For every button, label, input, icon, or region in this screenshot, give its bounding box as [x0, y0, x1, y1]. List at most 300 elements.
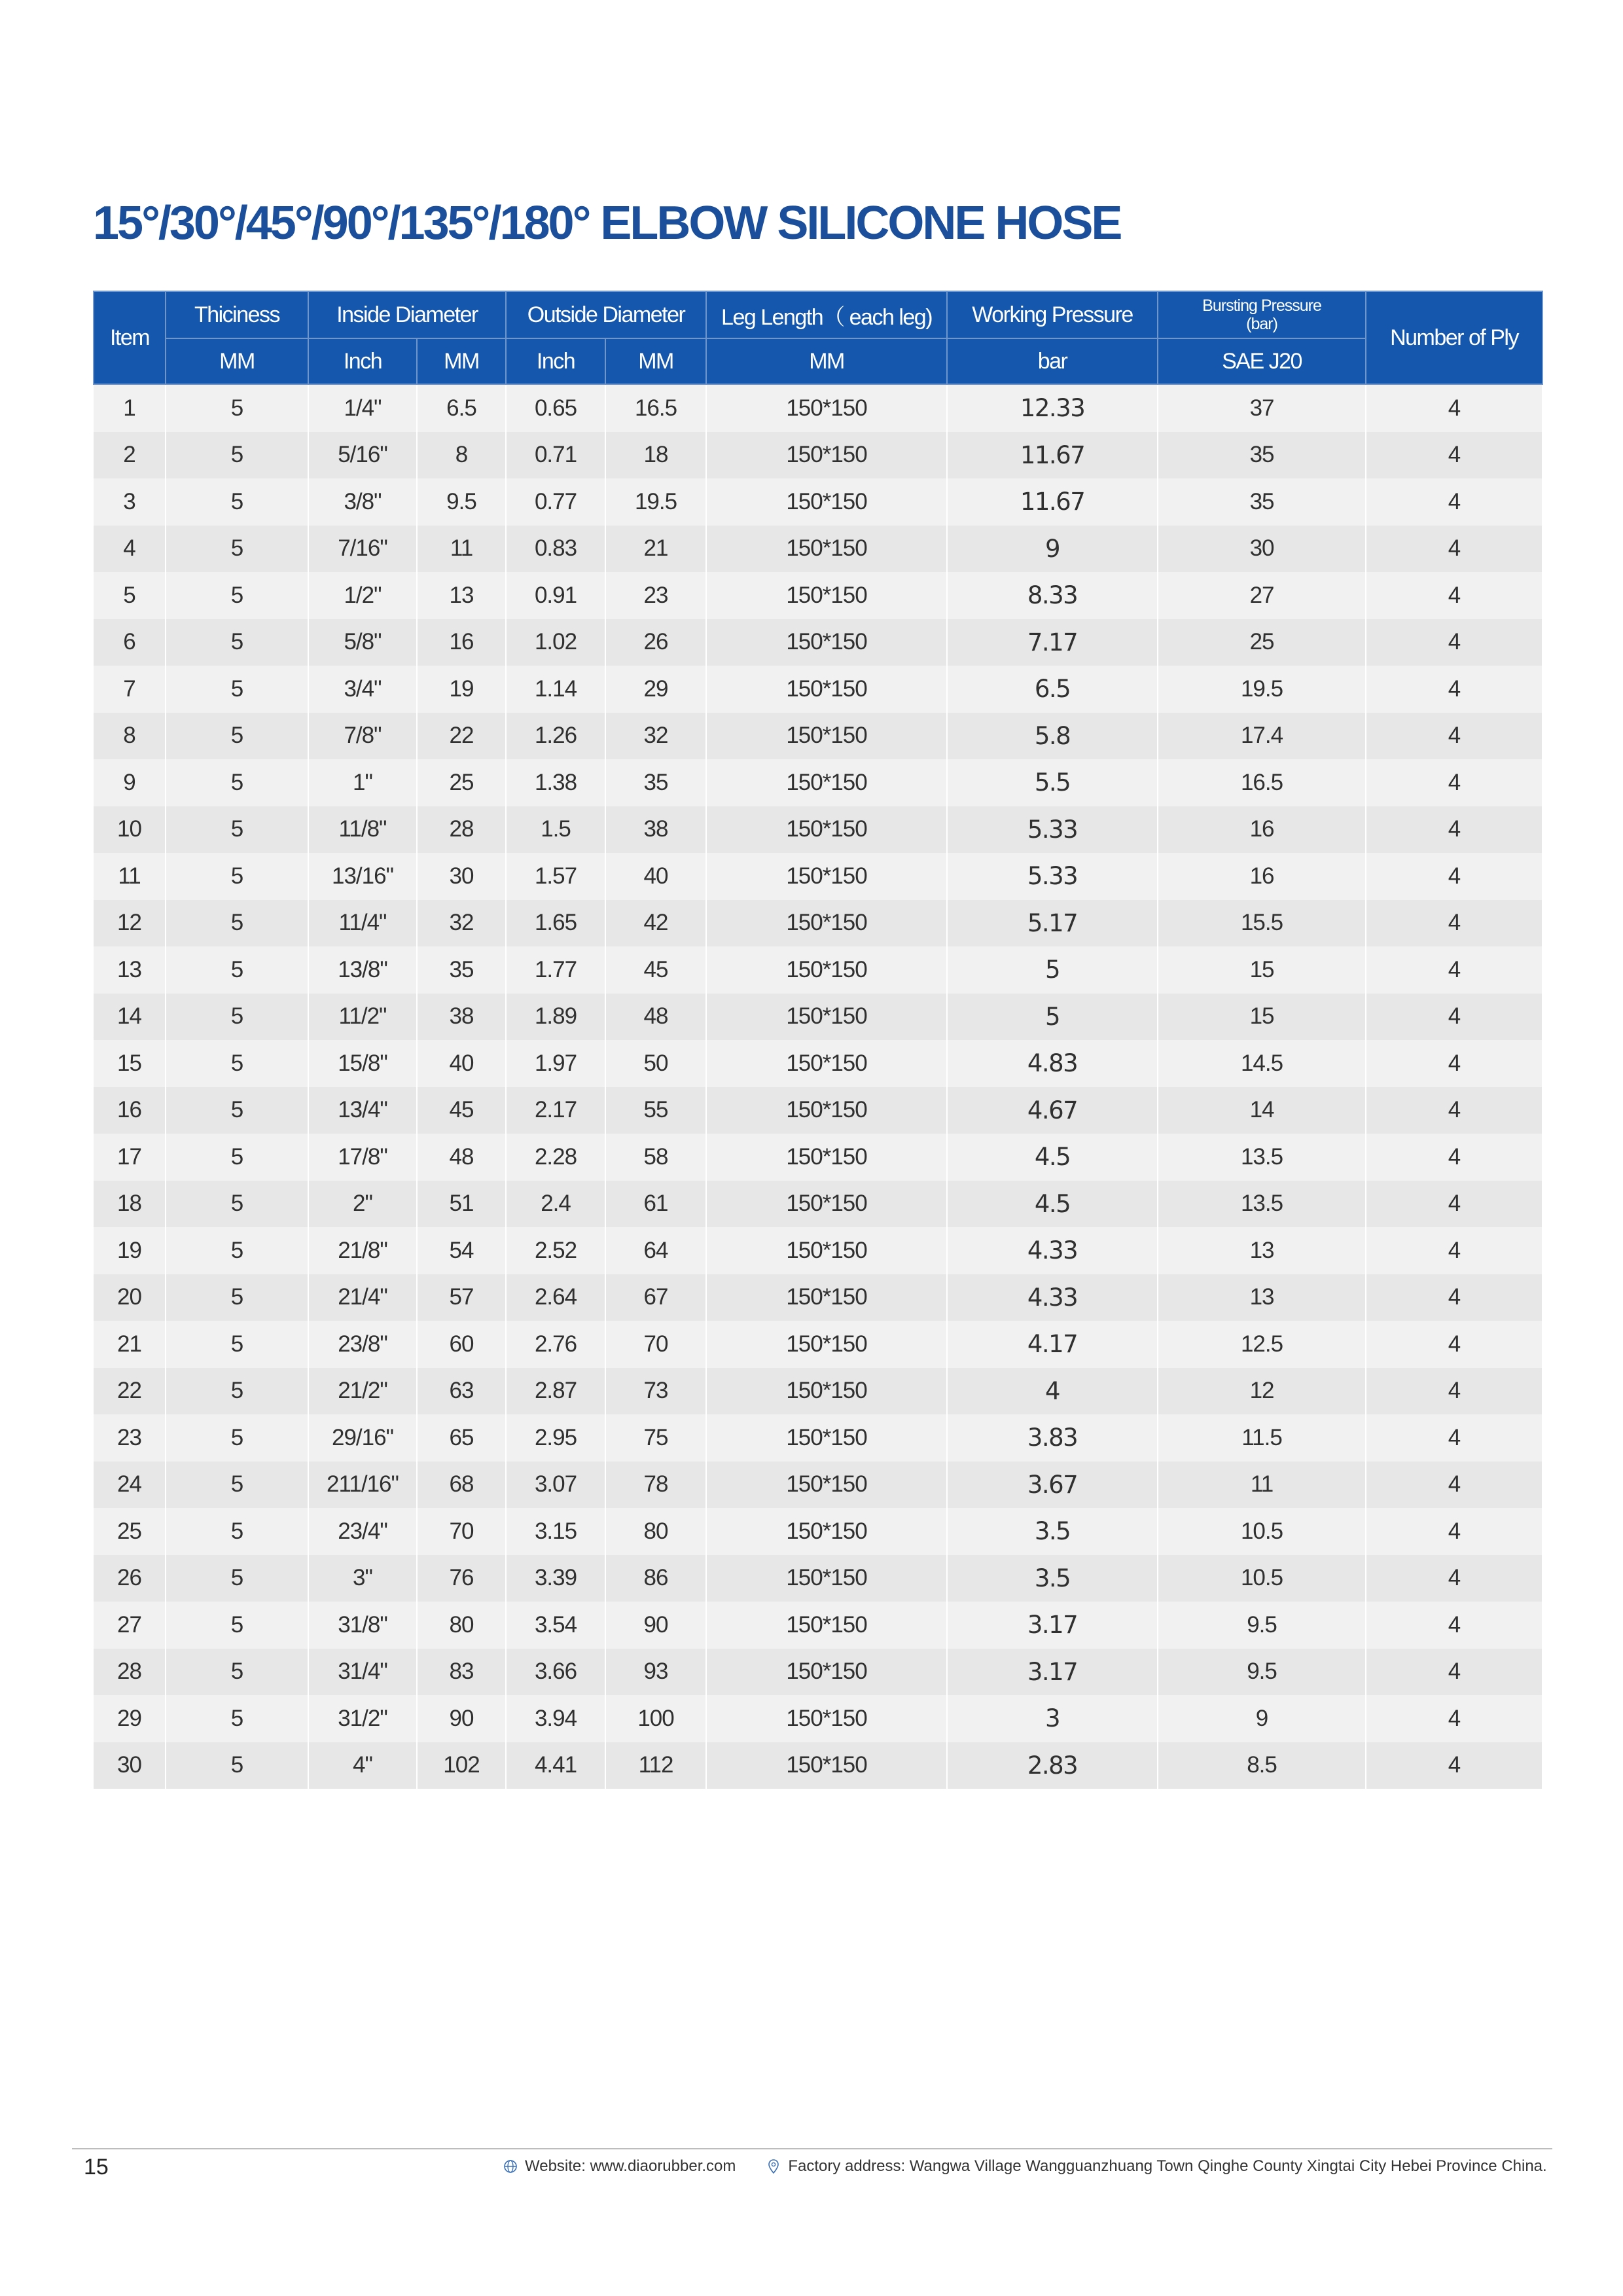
cell-thickness-mm: 5 — [166, 1508, 308, 1555]
cell-thickness-mm: 5 — [166, 1321, 308, 1368]
footer-divider — [72, 2148, 1552, 2149]
cell-id-inch: 15/8" — [308, 1040, 417, 1087]
cell-bursting-pressure: 11 — [1158, 1462, 1366, 1509]
cell-od-inch: 2.76 — [506, 1321, 605, 1368]
cell-working-pressure: 5.33 — [947, 806, 1158, 853]
footer-website[interactable]: Website: www.diaorubber.com — [525, 2157, 736, 2175]
cell-od-inch: 1.97 — [506, 1040, 605, 1087]
cell-id-mm: 65 — [417, 1414, 506, 1462]
table-row — [94, 1087, 1543, 1134]
cell-od-inch: 0.65 — [506, 384, 605, 432]
cell-od-mm: 55 — [605, 1087, 706, 1134]
cell-number-of-ply: 4 — [1366, 946, 1543, 994]
cell-od-inch: 3.15 — [506, 1508, 605, 1555]
cell-number-of-ply: 4 — [1366, 1414, 1543, 1462]
cell-leg-length: 150*150 — [706, 1602, 947, 1649]
cell-working-pressure: 3.5 — [947, 1508, 1158, 1555]
cell-bursting-pressure: 17.4 — [1158, 713, 1366, 760]
cell-item: 18 — [94, 1181, 166, 1228]
cell-number-of-ply: 4 — [1366, 1368, 1543, 1415]
cell-item: 29 — [94, 1695, 166, 1742]
cell-thickness-mm: 5 — [166, 1414, 308, 1462]
cell-id-inch: 11/4" — [308, 900, 417, 947]
location-pin-icon — [766, 2159, 781, 2174]
cell-od-inch: 3.66 — [506, 1649, 605, 1696]
footer-address: Factory address: Wangwa Village Wangguanzhuang Town Qinghe County Xingtai City Hebei Province China. — [788, 2157, 1547, 2175]
cell-od-inch: 1.38 — [506, 759, 605, 806]
cell-number-of-ply: 4 — [1366, 1555, 1543, 1602]
cell-bursting-pressure: 13 — [1158, 1227, 1366, 1274]
table-row — [94, 572, 1543, 619]
cell-od-inch: 3.94 — [506, 1695, 605, 1742]
cell-thickness-mm: 5 — [166, 1462, 308, 1509]
cell-working-pressure: 4 — [947, 1368, 1158, 1415]
cell-id-mm: 57 — [417, 1274, 506, 1321]
cell-od-mm: 70 — [605, 1321, 706, 1368]
cell-number-of-ply: 4 — [1366, 666, 1543, 713]
cell-id-inch: 1/4" — [308, 384, 417, 432]
cell-id-mm: 16 — [417, 619, 506, 666]
cell-od-inch: 2.4 — [506, 1181, 605, 1228]
header-bursting-pressure-unit: (bar) — [1246, 315, 1277, 333]
cell-thickness-mm: 5 — [166, 1368, 308, 1415]
cell-working-pressure: 9 — [947, 526, 1158, 573]
cell-od-inch: 1.57 — [506, 853, 605, 900]
cell-working-pressure: 3.5 — [947, 1555, 1158, 1602]
table-row — [94, 1462, 1543, 1509]
cell-thickness-mm: 5 — [166, 526, 308, 573]
cell-number-of-ply: 4 — [1366, 478, 1543, 526]
cell-thickness-mm: 5 — [166, 1649, 308, 1696]
cell-number-of-ply: 4 — [1366, 853, 1543, 900]
cell-bursting-pressure: 11.5 — [1158, 1414, 1366, 1462]
cell-leg-length: 150*150 — [706, 759, 947, 806]
table-row — [94, 1227, 1543, 1274]
cell-thickness-mm: 5 — [166, 806, 308, 853]
cell-working-pressure: 4.5 — [947, 1181, 1158, 1228]
cell-id-mm: 11 — [417, 526, 506, 573]
cell-item: 12 — [94, 900, 166, 947]
cell-bursting-pressure: 15.5 — [1158, 900, 1366, 947]
cell-id-inch: 5/16" — [308, 432, 417, 479]
cell-leg-length: 150*150 — [706, 619, 947, 666]
table-row — [94, 759, 1543, 806]
cell-od-mm: 64 — [605, 1227, 706, 1274]
cell-number-of-ply: 4 — [1366, 713, 1543, 760]
cell-working-pressure: 5 — [947, 994, 1158, 1041]
cell-od-mm: 58 — [605, 1134, 706, 1181]
cell-od-inch: 0.71 — [506, 432, 605, 479]
cell-od-mm: 50 — [605, 1040, 706, 1087]
cell-id-inch: 3/8" — [308, 478, 417, 526]
cell-id-inch: 11/2" — [308, 994, 417, 1041]
table-row — [94, 1368, 1543, 1415]
cell-working-pressure: 3.83 — [947, 1414, 1158, 1462]
cell-id-mm: 35 — [417, 946, 506, 994]
subheader-id-mm: MM — [417, 338, 506, 384]
cell-thickness-mm: 5 — [166, 384, 308, 432]
cell-id-mm: 70 — [417, 1508, 506, 1555]
cell-od-inch: 1.89 — [506, 994, 605, 1041]
footer-info — [503, 2157, 1547, 2176]
cell-number-of-ply: 4 — [1366, 759, 1543, 806]
cell-working-pressure: 5 — [947, 946, 1158, 994]
cell-thickness-mm: 5 — [166, 432, 308, 479]
table-row — [94, 1508, 1543, 1555]
cell-thickness-mm: 5 — [166, 1087, 308, 1134]
cell-id-inch: 17/8" — [308, 1134, 417, 1181]
cell-od-mm: 21 — [605, 526, 706, 573]
cell-item: 4 — [94, 526, 166, 573]
cell-bursting-pressure: 16.5 — [1158, 759, 1366, 806]
cell-leg-length: 150*150 — [706, 526, 947, 573]
cell-od-mm: 23 — [605, 572, 706, 619]
cell-od-inch: 3.39 — [506, 1555, 605, 1602]
cell-leg-length: 150*150 — [706, 900, 947, 947]
cell-id-inch: 2" — [308, 1181, 417, 1228]
cell-id-mm: 60 — [417, 1321, 506, 1368]
cell-thickness-mm: 5 — [166, 1742, 308, 1789]
cell-od-mm: 19.5 — [605, 478, 706, 526]
cell-item: 16 — [94, 1087, 166, 1134]
cell-number-of-ply: 4 — [1366, 432, 1543, 479]
header-bursting-pressure — [1158, 291, 1366, 338]
cell-od-inch: 3.07 — [506, 1462, 605, 1509]
cell-item: 17 — [94, 1134, 166, 1181]
cell-bursting-pressure: 15 — [1158, 946, 1366, 994]
cell-bursting-pressure: 35 — [1158, 432, 1366, 479]
cell-id-mm: 38 — [417, 994, 506, 1041]
table-row — [94, 1274, 1543, 1321]
cell-thickness-mm: 5 — [166, 900, 308, 947]
cell-working-pressure: 7.17 — [947, 619, 1158, 666]
cell-item: 24 — [94, 1462, 166, 1509]
cell-number-of-ply: 4 — [1366, 572, 1543, 619]
cell-id-mm: 19 — [417, 666, 506, 713]
cell-od-mm: 32 — [605, 713, 706, 760]
cell-od-inch: 2.64 — [506, 1274, 605, 1321]
cell-od-inch: 2.17 — [506, 1087, 605, 1134]
cell-item: 21 — [94, 1321, 166, 1368]
cell-item: 28 — [94, 1649, 166, 1696]
cell-od-inch: 3.54 — [506, 1602, 605, 1649]
cell-leg-length: 150*150 — [706, 994, 947, 1041]
cell-bursting-pressure: 37 — [1158, 384, 1366, 432]
cell-leg-length: 150*150 — [706, 1227, 947, 1274]
hose-spec-table — [93, 291, 1543, 1789]
cell-bursting-pressure: 35 — [1158, 478, 1366, 526]
cell-id-inch: 13/8" — [308, 946, 417, 994]
cell-id-inch: 31/8" — [308, 1602, 417, 1649]
cell-id-inch: 23/4" — [308, 1508, 417, 1555]
cell-id-inch: 211/16" — [308, 1462, 417, 1509]
subheader-thickness-mm: MM — [166, 338, 308, 384]
cell-od-inch: 2.95 — [506, 1414, 605, 1462]
cell-id-inch: 5/8" — [308, 619, 417, 666]
subheader-working-bar: bar — [947, 338, 1158, 384]
cell-working-pressure: 4.17 — [947, 1321, 1158, 1368]
cell-leg-length: 150*150 — [706, 853, 947, 900]
cell-id-inch: 31/4" — [308, 1649, 417, 1696]
cell-id-mm: 22 — [417, 713, 506, 760]
cell-od-mm: 18 — [605, 432, 706, 479]
cell-od-mm: 100 — [605, 1695, 706, 1742]
cell-od-inch: 1.14 — [506, 666, 605, 713]
cell-thickness-mm: 5 — [166, 1227, 308, 1274]
table-row — [94, 1134, 1543, 1181]
cell-leg-length: 150*150 — [706, 572, 947, 619]
cell-leg-length: 150*150 — [706, 1087, 947, 1134]
cell-od-inch: 2.87 — [506, 1368, 605, 1415]
cell-leg-length: 150*150 — [706, 478, 947, 526]
globe-icon — [503, 2159, 518, 2174]
cell-od-mm: 75 — [605, 1414, 706, 1462]
cell-id-mm: 13 — [417, 572, 506, 619]
cell-bursting-pressure: 13.5 — [1158, 1181, 1366, 1228]
cell-thickness-mm: 5 — [166, 713, 308, 760]
cell-item: 15 — [94, 1040, 166, 1087]
header-leg-length: Leg Length（ each leg) — [706, 291, 947, 338]
cell-leg-length: 150*150 — [706, 1040, 947, 1087]
table-row — [94, 1602, 1543, 1649]
cell-id-inch: 23/8" — [308, 1321, 417, 1368]
cell-leg-length: 150*150 — [706, 384, 947, 432]
cell-id-inch: 1/2" — [308, 572, 417, 619]
cell-id-mm: 28 — [417, 806, 506, 853]
cell-item: 9 — [94, 759, 166, 806]
cell-od-mm: 40 — [605, 853, 706, 900]
cell-id-mm: 45 — [417, 1087, 506, 1134]
cell-number-of-ply: 4 — [1366, 900, 1543, 947]
cell-thickness-mm: 5 — [166, 994, 308, 1041]
cell-id-mm: 48 — [417, 1134, 506, 1181]
cell-id-inch: 7/8" — [308, 713, 417, 760]
cell-leg-length: 150*150 — [706, 1508, 947, 1555]
cell-bursting-pressure: 25 — [1158, 619, 1366, 666]
cell-item: 2 — [94, 432, 166, 479]
cell-number-of-ply: 4 — [1366, 1695, 1543, 1742]
cell-id-mm: 102 — [417, 1742, 506, 1789]
table-row — [94, 666, 1543, 713]
cell-working-pressure: 5.8 — [947, 713, 1158, 760]
cell-leg-length: 150*150 — [706, 1414, 947, 1462]
cell-working-pressure: 8.33 — [947, 572, 1158, 619]
subheader-od-mm: MM — [605, 338, 706, 384]
subheader-id-inch: Inch — [308, 338, 417, 384]
cell-bursting-pressure: 8.5 — [1158, 1742, 1366, 1789]
cell-number-of-ply: 4 — [1366, 619, 1543, 666]
cell-number-of-ply: 4 — [1366, 994, 1543, 1041]
cell-thickness-mm: 5 — [166, 1695, 308, 1742]
cell-od-mm: 90 — [605, 1602, 706, 1649]
cell-item: 11 — [94, 853, 166, 900]
cell-bursting-pressure: 9.5 — [1158, 1602, 1366, 1649]
cell-item: 27 — [94, 1602, 166, 1649]
cell-leg-length: 150*150 — [706, 1555, 947, 1602]
cell-thickness-mm: 5 — [166, 666, 308, 713]
cell-bursting-pressure: 27 — [1158, 572, 1366, 619]
cell-item: 23 — [94, 1414, 166, 1462]
cell-thickness-mm: 5 — [166, 759, 308, 806]
cell-od-inch: 0.77 — [506, 478, 605, 526]
table-row — [94, 806, 1543, 853]
cell-leg-length: 150*150 — [706, 1649, 947, 1696]
cell-bursting-pressure: 16 — [1158, 806, 1366, 853]
cell-leg-length: 150*150 — [706, 666, 947, 713]
cell-bursting-pressure: 13.5 — [1158, 1134, 1366, 1181]
cell-item: 20 — [94, 1274, 166, 1321]
cell-working-pressure: 5.17 — [947, 900, 1158, 947]
cell-item: 25 — [94, 1508, 166, 1555]
subheader-leg-mm: MM — [706, 338, 947, 384]
table-row — [94, 853, 1543, 900]
cell-number-of-ply: 4 — [1366, 1508, 1543, 1555]
cell-item: 13 — [94, 946, 166, 994]
cell-od-inch: 1.77 — [506, 946, 605, 994]
cell-od-mm: 48 — [605, 994, 706, 1041]
cell-od-mm: 73 — [605, 1368, 706, 1415]
cell-bursting-pressure: 14 — [1158, 1087, 1366, 1134]
cell-id-mm: 83 — [417, 1649, 506, 1696]
table-row — [94, 1695, 1543, 1742]
table-row — [94, 432, 1543, 479]
cell-id-mm: 90 — [417, 1695, 506, 1742]
cell-leg-length: 150*150 — [706, 1134, 947, 1181]
cell-id-mm: 68 — [417, 1462, 506, 1509]
table-row — [94, 946, 1543, 994]
cell-item: 8 — [94, 713, 166, 760]
cell-od-mm: 80 — [605, 1508, 706, 1555]
cell-thickness-mm: 5 — [166, 1602, 308, 1649]
cell-leg-length: 150*150 — [706, 713, 947, 760]
cell-thickness-mm: 5 — [166, 1274, 308, 1321]
cell-id-inch: 4" — [308, 1742, 417, 1789]
cell-id-inch: 31/2" — [308, 1695, 417, 1742]
cell-thickness-mm: 5 — [166, 572, 308, 619]
header-bursting-pressure-label: Bursting Pressure — [1202, 296, 1321, 315]
cell-id-mm: 51 — [417, 1181, 506, 1228]
cell-number-of-ply: 4 — [1366, 1462, 1543, 1509]
cell-od-mm: 112 — [605, 1742, 706, 1789]
cell-working-pressure: 3 — [947, 1695, 1158, 1742]
header-inside-diameter: Inside Diameter — [308, 291, 506, 338]
cell-id-inch: 3" — [308, 1555, 417, 1602]
cell-item: 22 — [94, 1368, 166, 1415]
cell-od-inch: 1.5 — [506, 806, 605, 853]
header-working-pressure: Working Pressure — [947, 291, 1158, 338]
header-outside-diameter: Outside Diameter — [506, 291, 706, 338]
cell-number-of-ply: 4 — [1366, 1274, 1543, 1321]
table-row — [94, 1555, 1543, 1602]
cell-leg-length: 150*150 — [706, 1321, 947, 1368]
header-thickness: Thiciness — [166, 291, 308, 338]
cell-od-inch: 4.41 — [506, 1742, 605, 1789]
cell-working-pressure: 3.17 — [947, 1602, 1158, 1649]
cell-thickness-mm: 5 — [166, 1040, 308, 1087]
cell-id-mm: 63 — [417, 1368, 506, 1415]
cell-bursting-pressure: 15 — [1158, 994, 1366, 1041]
header-number-of-ply: Number of Ply — [1366, 291, 1543, 384]
cell-bursting-pressure: 10.5 — [1158, 1508, 1366, 1555]
cell-working-pressure: 4.5 — [947, 1134, 1158, 1181]
cell-leg-length: 150*150 — [706, 1181, 947, 1228]
cell-od-inch: 1.26 — [506, 713, 605, 760]
cell-id-mm: 32 — [417, 900, 506, 947]
cell-item: 30 — [94, 1742, 166, 1789]
cell-od-inch: 0.91 — [506, 572, 605, 619]
cell-working-pressure: 3.67 — [947, 1462, 1158, 1509]
cell-working-pressure: 3.17 — [947, 1649, 1158, 1696]
cell-od-inch: 1.02 — [506, 619, 605, 666]
cell-thickness-mm: 5 — [166, 1134, 308, 1181]
cell-id-mm: 25 — [417, 759, 506, 806]
table-row — [94, 994, 1543, 1041]
cell-working-pressure: 4.67 — [947, 1087, 1158, 1134]
table-row — [94, 384, 1543, 432]
cell-number-of-ply: 4 — [1366, 526, 1543, 573]
cell-id-inch: 21/4" — [308, 1274, 417, 1321]
cell-bursting-pressure: 9.5 — [1158, 1649, 1366, 1696]
cell-id-mm: 9.5 — [417, 478, 506, 526]
cell-thickness-mm: 5 — [166, 1181, 308, 1228]
cell-working-pressure: 4.33 — [947, 1227, 1158, 1274]
cell-leg-length: 150*150 — [706, 946, 947, 994]
table-row — [94, 1414, 1543, 1462]
cell-bursting-pressure: 12.5 — [1158, 1321, 1366, 1368]
cell-id-inch: 21/2" — [308, 1368, 417, 1415]
cell-working-pressure: 11.67 — [947, 432, 1158, 479]
cell-number-of-ply: 4 — [1366, 1040, 1543, 1087]
cell-working-pressure: 5.5 — [947, 759, 1158, 806]
cell-od-mm: 16.5 — [605, 384, 706, 432]
cell-working-pressure: 11.67 — [947, 478, 1158, 526]
cell-od-mm: 35 — [605, 759, 706, 806]
cell-id-inch: 1" — [308, 759, 417, 806]
table-row — [94, 1040, 1543, 1087]
cell-item: 3 — [94, 478, 166, 526]
cell-item: 7 — [94, 666, 166, 713]
cell-od-inch: 2.52 — [506, 1227, 605, 1274]
cell-od-mm: 61 — [605, 1181, 706, 1228]
cell-item: 1 — [94, 384, 166, 432]
cell-number-of-ply: 4 — [1366, 384, 1543, 432]
cell-bursting-pressure: 19.5 — [1158, 666, 1366, 713]
cell-thickness-mm: 5 — [166, 946, 308, 994]
table-row — [94, 619, 1543, 666]
cell-number-of-ply: 4 — [1366, 806, 1543, 853]
cell-od-mm: 42 — [605, 900, 706, 947]
cell-leg-length: 150*150 — [706, 1368, 947, 1415]
cell-working-pressure: 4.83 — [947, 1040, 1158, 1087]
cell-item: 19 — [94, 1227, 166, 1274]
cell-od-inch: 1.65 — [506, 900, 605, 947]
cell-od-mm: 38 — [605, 806, 706, 853]
cell-working-pressure: 2.83 — [947, 1742, 1158, 1789]
cell-thickness-mm: 5 — [166, 1555, 308, 1602]
cell-working-pressure: 6.5 — [947, 666, 1158, 713]
cell-bursting-pressure: 12 — [1158, 1368, 1366, 1415]
cell-number-of-ply: 4 — [1366, 1602, 1543, 1649]
cell-item: 26 — [94, 1555, 166, 1602]
cell-leg-length: 150*150 — [706, 432, 947, 479]
cell-number-of-ply: 4 — [1366, 1181, 1543, 1228]
cell-id-inch: 13/4" — [308, 1087, 417, 1134]
table-row — [94, 1649, 1543, 1696]
cell-number-of-ply: 4 — [1366, 1742, 1543, 1789]
cell-thickness-mm: 5 — [166, 619, 308, 666]
cell-thickness-mm: 5 — [166, 478, 308, 526]
cell-working-pressure: 5.33 — [947, 853, 1158, 900]
